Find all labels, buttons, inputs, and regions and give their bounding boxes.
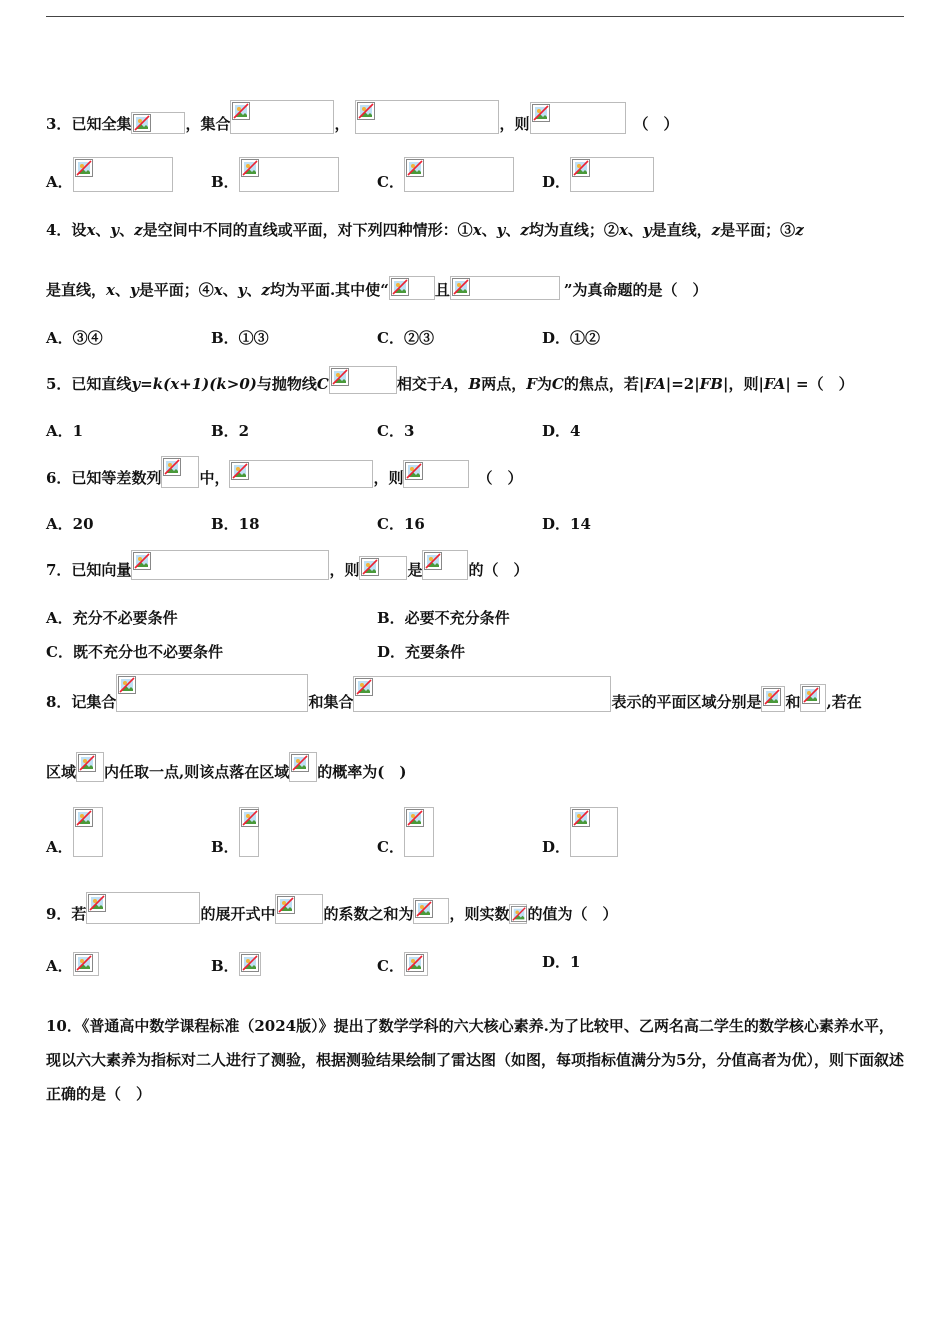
var-C: C — [316, 375, 329, 393]
q4-option-c — [377, 328, 434, 348]
q5-text: |=2| — [665, 375, 700, 393]
var-FA: FA — [644, 375, 666, 393]
q9-option-c — [377, 952, 428, 976]
q3-option-b — [211, 157, 339, 192]
broken-image-icon — [357, 102, 375, 120]
var-z: z — [134, 221, 143, 239]
var-x: x — [618, 221, 628, 239]
broken-image-icon — [406, 809, 424, 827]
broken-image-icon — [75, 954, 93, 972]
broken-image-icon — [133, 114, 151, 132]
broken-image-icon — [406, 954, 424, 972]
var-x: x — [213, 281, 223, 299]
option-text: A．充分不必要条件 — [46, 609, 178, 627]
formula-image — [450, 276, 560, 300]
formula-image — [131, 550, 329, 580]
q6-paren: （ ） — [477, 469, 523, 487]
option-label: A． — [46, 957, 73, 975]
option-text: B．必要不充分条件 — [377, 609, 510, 627]
formula-image — [289, 752, 317, 782]
option-text: C．既不充分也不必要条件 — [46, 643, 223, 661]
option-label: C． — [377, 173, 404, 191]
option-label: A． — [46, 838, 73, 856]
sep: 、 — [246, 281, 262, 299]
q4-option-a — [46, 328, 103, 348]
q9-option-b — [211, 952, 261, 976]
q5-text: 为 — [536, 375, 552, 393]
formula-image — [275, 894, 323, 924]
formula-image — [404, 952, 428, 976]
broken-image-icon — [532, 104, 550, 122]
question-5 — [46, 360, 854, 394]
option-text: D．1 — [542, 953, 581, 971]
question-9 — [46, 890, 618, 924]
quote-open: “ — [380, 281, 389, 299]
q9-text: 的展开式中 — [200, 905, 276, 923]
q5-option-b — [211, 421, 249, 441]
broken-image-icon — [331, 368, 349, 386]
quote-close: ” — [563, 281, 573, 299]
option-label: A． — [46, 173, 73, 191]
q6-text: ，则 — [373, 469, 404, 487]
question-3 — [46, 100, 679, 134]
option-label: B． — [211, 957, 239, 975]
question-4-line2 — [46, 266, 708, 300]
q5-text: 两点， — [481, 375, 527, 393]
q7-text: ，则 — [329, 561, 360, 579]
q4-option-d — [542, 328, 600, 348]
q5-text: 与抛物线 — [256, 375, 317, 393]
q4-text: 是平面；④ — [138, 281, 214, 299]
question-7 — [46, 546, 529, 580]
q3-paren: （ ） — [633, 115, 679, 133]
q7-option-a — [46, 608, 178, 628]
broken-image-icon — [763, 688, 781, 706]
broken-image-icon — [231, 462, 249, 480]
broken-image-icon — [291, 754, 309, 772]
q7-option-c — [46, 642, 223, 662]
formula-image — [570, 807, 618, 857]
formula-image — [229, 460, 373, 488]
q4-option-b — [211, 328, 269, 348]
broken-image-icon — [241, 809, 259, 827]
q4-text: 是空间中不同的直线或平面，对下列四种情形：① — [142, 221, 473, 239]
q7-option-d — [377, 642, 465, 662]
formula-image — [73, 952, 99, 976]
formula-image — [761, 686, 785, 712]
var-x: x — [472, 221, 482, 239]
var-z: z — [795, 221, 804, 239]
broken-image-icon — [133, 552, 151, 570]
formula-image — [530, 102, 626, 134]
formula-image — [389, 276, 435, 300]
q3-option-a — [46, 157, 173, 192]
option-text: A．1 — [46, 422, 84, 440]
var-A: A — [441, 375, 454, 393]
var-y: y — [642, 221, 652, 239]
formula-image — [230, 100, 334, 134]
var-z: z — [520, 221, 529, 239]
option-text: D．14 — [542, 515, 591, 533]
broken-image-icon — [405, 462, 423, 480]
formula-image — [73, 157, 173, 192]
broken-image-icon — [452, 278, 470, 296]
q4-text: 均为平面.其中使 — [269, 281, 381, 299]
formula-image — [239, 157, 339, 192]
q9-text: 的值为（ ） — [527, 905, 618, 923]
sep: 、 — [222, 281, 238, 299]
var-x: x — [86, 221, 96, 239]
formula-image — [403, 460, 469, 488]
q9-text: 9．若 — [46, 905, 87, 923]
formula-image — [359, 556, 407, 580]
q3-text-a: 已知全集 — [71, 115, 132, 133]
q5-option-d — [542, 421, 580, 441]
var-z: z — [711, 221, 721, 239]
var-FA: FA — [763, 375, 786, 393]
q6-option-c — [377, 514, 425, 534]
q8-option-d — [542, 807, 618, 857]
q8-text: 8．记集合 — [46, 693, 117, 711]
header-rule — [46, 16, 904, 17]
broken-image-icon — [415, 900, 433, 918]
formula-image — [161, 456, 199, 488]
formula-image — [570, 157, 654, 192]
var-y: y — [237, 281, 247, 299]
var-F: F — [526, 375, 537, 393]
var-y: y — [110, 221, 120, 239]
broken-image-icon — [88, 894, 106, 912]
option-label: B． — [211, 838, 239, 856]
q6-option-d — [542, 514, 591, 534]
q7-text: 的（ ） — [468, 561, 529, 579]
option-label: C． — [377, 838, 404, 856]
q7-text: 7．已知向量 — [46, 561, 132, 579]
formula-image — [73, 807, 103, 857]
q3-text-c: ， — [334, 115, 350, 133]
q5-text: 5．已知直线 — [46, 375, 132, 393]
broken-image-icon — [802, 686, 820, 704]
question-8-line1 — [46, 674, 862, 712]
q5-equation: y=k(x+1)(k>0) — [131, 375, 257, 393]
q8-option-c — [377, 807, 434, 857]
option-label: C． — [377, 957, 404, 975]
var-z: z — [261, 281, 270, 299]
broken-image-icon — [572, 159, 590, 177]
q5-text: 的焦点，若| — [563, 375, 645, 393]
q9-option-a — [46, 952, 99, 976]
q3-option-d — [542, 157, 654, 192]
formula-image — [131, 112, 185, 134]
formula-image — [422, 550, 468, 580]
option-text: C．②③ — [377, 329, 434, 347]
option-text: C．3 — [377, 422, 415, 440]
option-text: B．2 — [211, 422, 250, 440]
q3-text-d: ，则 — [499, 115, 530, 133]
question-6 — [46, 454, 523, 488]
broken-image-icon — [277, 896, 295, 914]
q8-text: 表示的平面区域分别是 — [611, 693, 762, 711]
q6-option-a — [46, 514, 94, 534]
q5-option-c — [377, 421, 414, 441]
broken-image-icon — [391, 278, 409, 296]
broken-image-icon — [118, 676, 136, 694]
q8-option-a — [46, 807, 103, 857]
q5-text: 相交于 — [396, 375, 442, 393]
q4-tail: 为真命题的是（ ） — [572, 281, 708, 299]
question-10: 10．《普通高中数学课程标准（2024版）》提出了数学学科的六大核心素养.为了比较甲、乙两名高二学生的数学核心素养水平，现以六大素养为指标对二人进行了测验，根据测验结果绘制了雷达图（如图，每项指标值满分为5分，分值高者为优），则下面叙述正确的是（ ） — [46, 1017, 904, 1103]
broken-image-icon — [75, 809, 93, 827]
option-text: A．20 — [46, 515, 94, 533]
formula-image — [800, 684, 826, 712]
option-text: D．①② — [542, 329, 601, 347]
formula-image — [116, 674, 308, 712]
sep: 、 — [627, 221, 643, 239]
sep: 、 — [114, 281, 130, 299]
broken-image-icon — [572, 809, 590, 827]
broken-image-icon — [406, 159, 424, 177]
option-text: D．充要条件 — [377, 643, 466, 661]
q4-text: 是直线， — [651, 221, 712, 239]
var-B: B — [468, 375, 482, 393]
broken-image-icon — [163, 458, 181, 476]
q4-and: 且 — [434, 281, 450, 299]
q8-text: 区域 — [46, 763, 77, 781]
sep: 、 — [119, 221, 135, 239]
q8-option-b — [211, 807, 259, 857]
broken-image-icon — [232, 102, 250, 120]
formula-image — [509, 904, 527, 924]
formula-image — [86, 892, 200, 924]
formula-image — [413, 898, 449, 924]
formula-image — [353, 676, 611, 712]
q6-text: 中， — [199, 469, 230, 487]
formula-image — [329, 366, 397, 394]
broken-image-icon — [361, 558, 379, 576]
broken-image-icon — [511, 906, 527, 922]
formula-image — [404, 157, 514, 192]
q3-num: 3． — [46, 115, 72, 133]
broken-image-icon — [241, 159, 259, 177]
q8-text: ,若在 — [826, 693, 862, 711]
comma: ， — [453, 375, 469, 393]
broken-image-icon — [241, 954, 259, 972]
q5-text: |，则| — [722, 375, 764, 393]
question-4-line1 — [46, 216, 804, 240]
formula-image — [239, 807, 259, 857]
var-FB: FB — [699, 375, 723, 393]
option-text: A．③④ — [46, 329, 103, 347]
option-label: B． — [211, 173, 239, 191]
q6-option-b — [211, 514, 260, 534]
q4-text: 是直线， — [46, 281, 107, 299]
broken-image-icon — [78, 754, 96, 772]
q7-text: 是 — [407, 561, 423, 579]
q5-text: | =（ ） — [785, 375, 854, 393]
var-y: y — [496, 221, 506, 239]
sep: 、 — [95, 221, 111, 239]
q8-text: 的概率为( ) — [317, 763, 407, 781]
var-x: x — [106, 281, 115, 299]
q8-text: 内任取一点,则该点落在区域 — [104, 763, 290, 781]
formula-image — [76, 752, 104, 782]
option-label: D． — [542, 838, 571, 856]
q6-text: 6．已知等差数列 — [46, 469, 162, 487]
q9-text: 的系数之和为 — [323, 905, 414, 923]
var-y: y — [129, 281, 139, 299]
q4-text: 均为直线；② — [528, 221, 619, 239]
broken-image-icon — [355, 678, 373, 696]
var-C: C — [551, 375, 564, 393]
q5-option-a — [46, 421, 83, 441]
q4-text: 4．设 — [46, 221, 87, 239]
q3-option-c — [377, 157, 514, 192]
formula-image — [355, 100, 499, 134]
q9-text: ，则实数 — [449, 905, 510, 923]
sep: 、 — [481, 221, 497, 239]
q4-text: 是平面；③ — [720, 221, 796, 239]
formula-image — [239, 952, 261, 976]
q8-text: 和 — [785, 693, 801, 711]
q9-option-d — [542, 952, 580, 972]
option-label: D． — [542, 173, 571, 191]
question-8-line2 — [46, 748, 406, 782]
q3-text-b: ，集合 — [185, 115, 231, 133]
broken-image-icon — [75, 159, 93, 177]
option-text: D．4 — [542, 422, 581, 440]
option-text: B．①③ — [211, 329, 269, 347]
q8-text: 和集合 — [308, 693, 354, 711]
option-text: C．16 — [377, 515, 425, 533]
q7-option-b — [377, 608, 510, 628]
broken-image-icon — [424, 552, 442, 570]
formula-image — [404, 807, 434, 857]
option-text: B．18 — [211, 515, 260, 533]
sep: 、 — [505, 221, 521, 239]
